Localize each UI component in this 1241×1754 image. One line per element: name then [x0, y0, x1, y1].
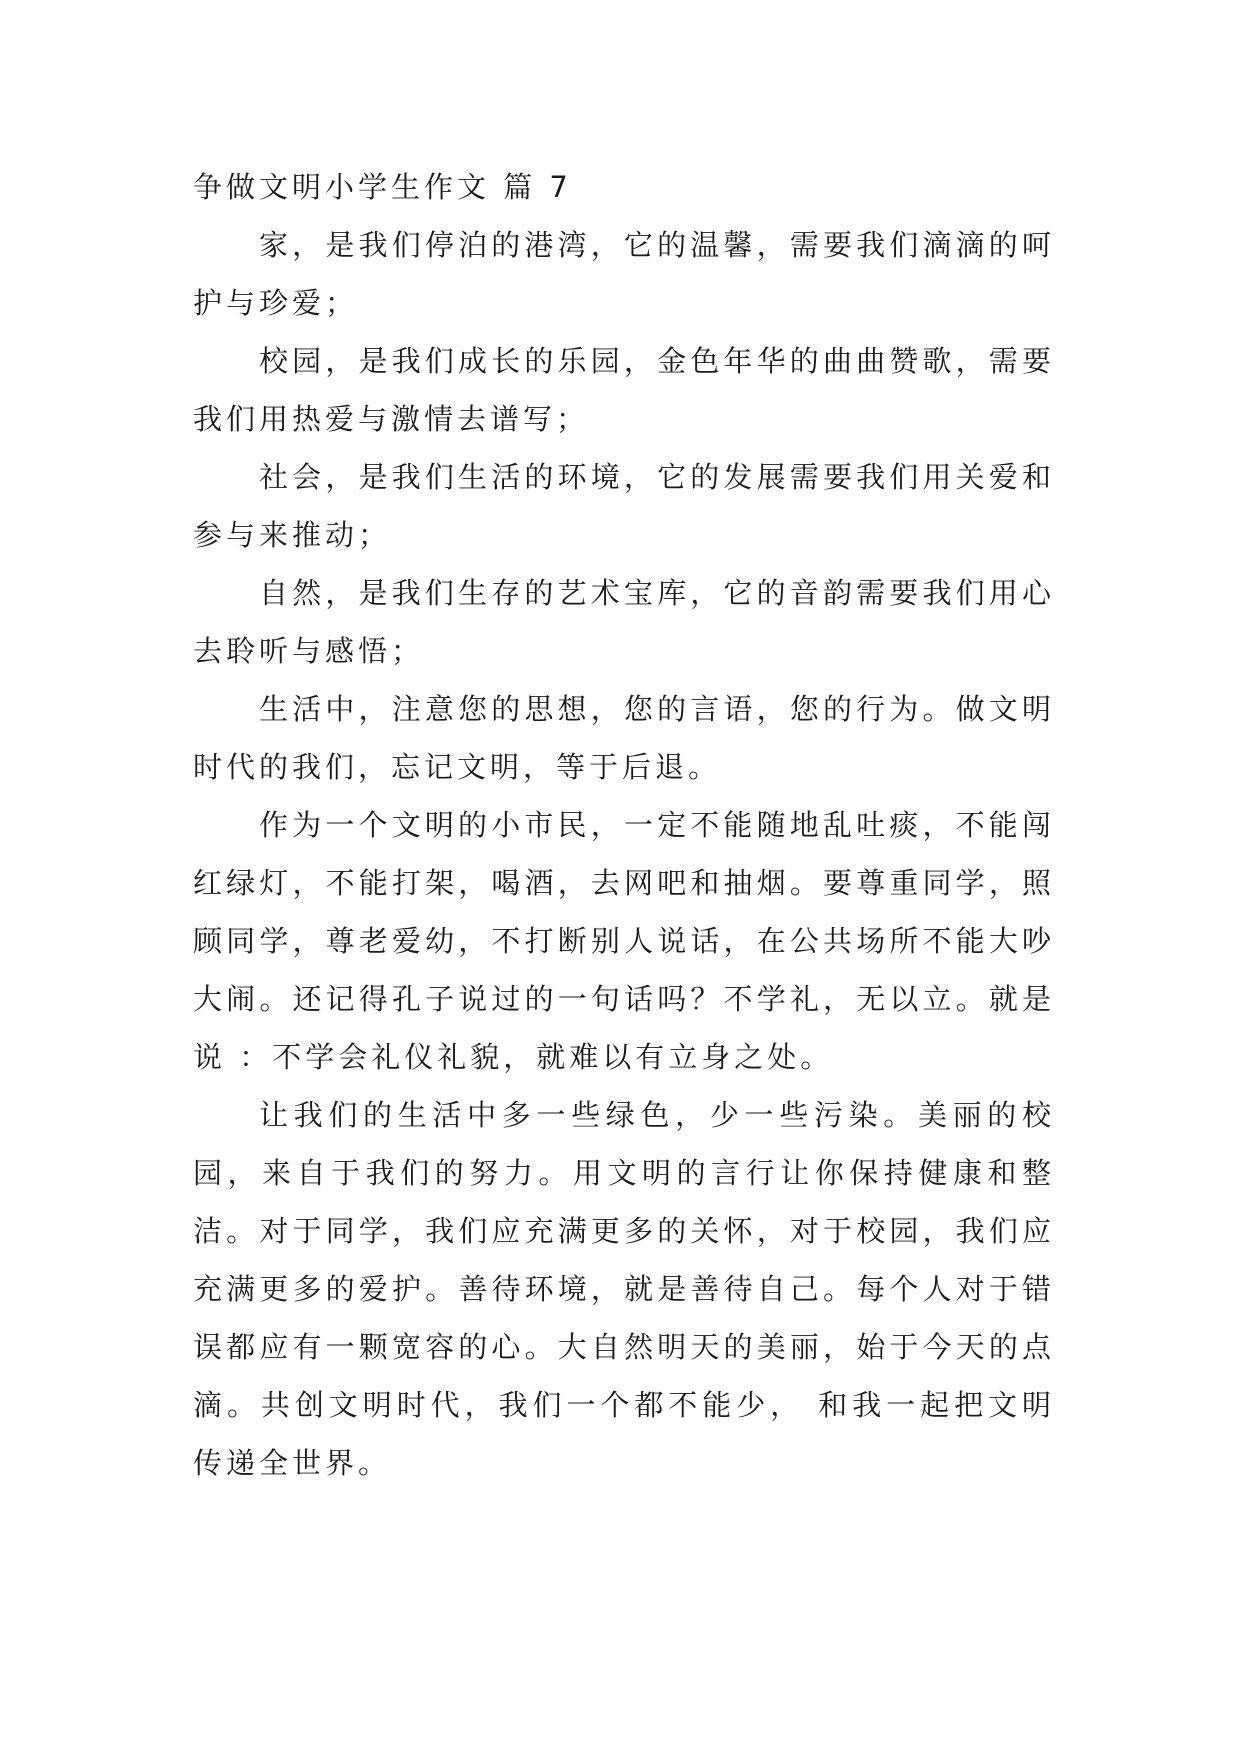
paragraph-home: 家，是我们停泊的港湾，它的温馨，需要我们滴滴的呵护与珍爱； — [193, 228, 1055, 320]
paragraph-conclusion: 让我们的生活中多一些绿色，少一些污染。美丽的校园，来自于我们的努力。用文明的言行让你保持健康和整洁。对于同学，我们应充满更多的关怀，对于校园，我们应充满更多的爱护。善待环境，就是善待自己。每个人对于错误都应有一颗宽容的心。大自然明天的美丽，始于今天的点滴。共创文明时代，我们一个都不能少， 和我一起把文明传递全世界。 — [193, 1098, 1055, 1480]
paragraph-daily-life: 生活中，注意您的思想，您的言语，您的行为。做文明时代的我们，忘记文明，等于后退。 — [193, 692, 1055, 784]
paragraph-society: 社会，是我们生活的环境，它的发展需要我们用关爱和参与来推动； — [193, 460, 1055, 552]
paragraph-nature: 自然，是我们生存的艺术宝库，它的音韵需要我们用心去聆听与感悟； — [193, 576, 1055, 668]
document-title: 争做文明小学生作文 篇 7 — [193, 170, 572, 204]
paragraph-campus: 校园，是我们成长的乐园，金色年华的曲曲赞歌，需要我们用热爱与激情去谱写； — [193, 344, 1055, 436]
document-page — [193, 158, 1055, 1492]
paragraph-civilized-citizen: 作为一个文明的小市民，一定不能随地乱吐痰，不能闯红绿灯，不能打架，喝酒，去网吧和抽烟。要尊重同学，照顾同学，尊老爱幼，不打断别人说话，在公共场所不能大吵大闹。还记得孔子说过的一句话吗？不学礼，无以立。就是说 ：不学会礼仪礼貌，就难以有立身之处。 — [193, 808, 1055, 1074]
